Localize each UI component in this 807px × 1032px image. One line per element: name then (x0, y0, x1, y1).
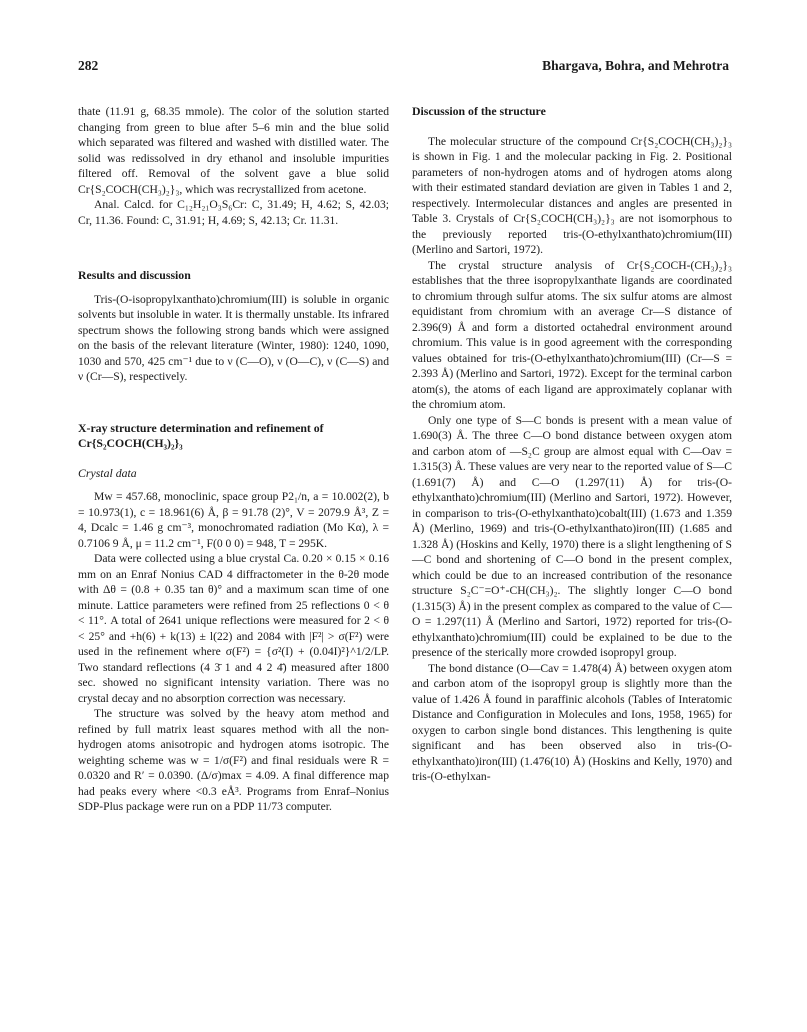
paragraph-molecular-structure: The molecular structure of the compound Cr{S₂COCH(CH₃)₂}₃ is shown in Fig. 1 and the molecular packing in Fig. 2. Positional parameters of non-hydrogen atoms and of hydrogen atoms along with their estimated standard deviation are given in Tables 1 and 2, respectively. Intermolecular distances and angles are presented in Table 3. Crystals of Cr{S₂COCH(CH₃)₂}₃ are not isomorphous to the previously reported tris-(O-ethylxanthato)chromium(III) (Merlino and Sartori, 1972). (412, 134, 732, 256)
paragraph-bond-lengths: Only one type of S—C bonds is present with a mean value of 1.690(3) Å. The three C—O bond distance between oxygen atom and carbon atom of —S₂C group are almost equal with C—Oav = 1.315(3) Å. These values are very near to the reported value of S—C (1.691(7) Å) and C—O (1.297(11) Å) for tris-(O-ethylxanthato)chromium(III) (Merlino and Sartori, 1972). However, in comparison to tris-(O-ethylxanthato)cobalt(III) (1.673 and 1.359 Å) (Merlino, 1969) and tris-(O-ethylxanthato)iron(III) (1.685 and 1.328 Å) (Hoskins and Kelly, 1970) there is a slight lengthening of S—C bond and shortening of C—O bond in the present complex, which could be due to an increased contribution of the resonance structure S₂C⁻=O⁺-CH(CH₃)₂. The slightly longer C—O bond (1.315(3) Å) in the present complex as compared to the value of C—O = 1.297(11) Å (Merlino and Sartori, 1972) reported for tris-(O-ethylxanthato)chromium(III) could be explained to be due to the presence of the sterically more crowded isopropyl group. (412, 413, 732, 659)
paragraph-analysis: Anal. Calcd. for C₁₂H₂₁O₃S₆Cr: C, 31.49; H, 4.62; S, 42.03; Cr, 11.36. Found: C, 31.91; H, 4.69; S, 42.13; Cr. 11.31. (78, 198, 389, 227)
paragraph-synthesis: thate (11.91 g, 68.35 mmole). The color of the solution started changing from green to blue after 5–6 min and the blue solid which separated was filtered and washed with distilled water. The solid was redissolved in dry ethanol and insoluble impurities filtered off. Removal of the solvent gave a blue solid Cr{S₂COCH(CH₃)₂}₃, which was recrystallized from acetone. (78, 105, 389, 196)
paragraph-crystal-data: Mw = 457.68, monoclinic, space group P2₁/n, a = 10.002(2), b = 10.973(1), c = 18.961(6) Å, β = 91.78 (2)°, V = 2079.9 Å³, Z = 4, Dcalc = 1.46 g cm⁻³, monochromated radiation (Mo Kα), λ = 0.7106 9 Å, μ = 11.2 cm⁻¹, F(0 0 0) = 948, T = 295K. (78, 490, 389, 550)
heading-xray: X-ray structure determination and refinement of Cr{S₂COCH(CH₃)₂}₃ (78, 420, 324, 450)
paragraph-coordination: The crystal structure analysis of Cr{S₂COCH-(CH₃)₂}₃ establishes that the three isopropylxanthate ligands are coordinated to chromium through sulfur atoms. The six sulfur atoms are almost equidistant from chromium with an average Cr—S distance of 2.396(9) Å and form a distorted octahedral environment around chromium. This value is in good agreement with the corresponding values obtained for tris-(O-ethylxanthato)chromium(III) (Cr—S = 2.393 Å) (Merlino and Sartori, 1972). Except for the terminal carbon atom(s), the atoms of each ligand are approximately coplanar with the chromium atom. (412, 258, 732, 411)
heading-crystal-data: Crystal data (78, 465, 137, 480)
paragraph-oc-distance: The bond distance (O—Cav = 1.478(4) Å) between oxygen atom and carbon atom of the isopropyl group is slightly more than the value of 1.426 Å found in paraffinic alcohols (Tables of Interatomic Distance and Configuration in Molecules and Ions, 1958, 1965) for oxygen to carbon single bond distances. This lengthening is quite significant and has been observed also in tris-(O-ethylxanthato)iron(III) (1.476(10) Å) (Hoskins and Kelly, 1970) and tris-(O-ethylxan- (412, 661, 732, 783)
page-number: 282 (78, 58, 99, 73)
left-column (78, 104, 389, 815)
running-header (78, 58, 729, 78)
heading-results-discussion: Results and discussion (78, 268, 191, 282)
right-column (412, 104, 732, 785)
running-head-authors: Bhargava, Bohra, and Mehrotra (542, 58, 729, 73)
paragraph-properties: Tris-(O-isopropylxanthato)chromium(III) is soluble in organic solvents but insoluble in water. It is thermally unstable. Its infrared spectrum shows the following strong bands which were assigned on the basis of the relevant literature (Winter, 1980): 1240, 1090, 1030 and 570, 425 cm⁻¹ due to ν (C—O), ν (O—C), ν (C—S) and ν (Cr—S), respectively. (78, 292, 389, 383)
heading-structure-discussion: Discussion of the structure (412, 104, 546, 118)
paragraph-data-collection: Data were collected using a blue crystal Ca. 0.20 × 0.15 × 0.16 mm on an Enraf Nonius CAD 4 diffractometer in the θ-2θ mode with Δθ = (0.8 + 0.35 tan θ)° and a maximum scan time of one minute. Lattice parameters were refined from 25 reflections 0 < θ < 11°. A total of 2641 unique reflections were measured for 2 < θ < 25° and +h(6) + k(13) ± l(22) and 2084 with |F²| > σ(F²) were used in the refinement where σ(F²) = {σ²(I) + (0.04I)²}^1/2/LP. Two standard reflections (4 3̄ 1 and 4 2 4̄) measured after 1800 sec. showed no significant intensity variation. There was no crystal decay and no absorption correction was necessary. (78, 552, 389, 705)
paragraph-refinement: The structure was solved by the heavy atom method and refined by full matrix least squares method with all the non-hydrogen atoms anisotropic and hydrogen atoms isotropic. The weighting scheme was w = 1/σ(F²) and final residuals were R = 0.0320 and R′ = 0.0390. (Δ/σ)max = 4.09. A final difference map had peaks every where <0.3 eÅ³. Programs from Enraf–Nonius SDP-Plus package were run on a PDP 11/73 computer. (78, 707, 389, 813)
